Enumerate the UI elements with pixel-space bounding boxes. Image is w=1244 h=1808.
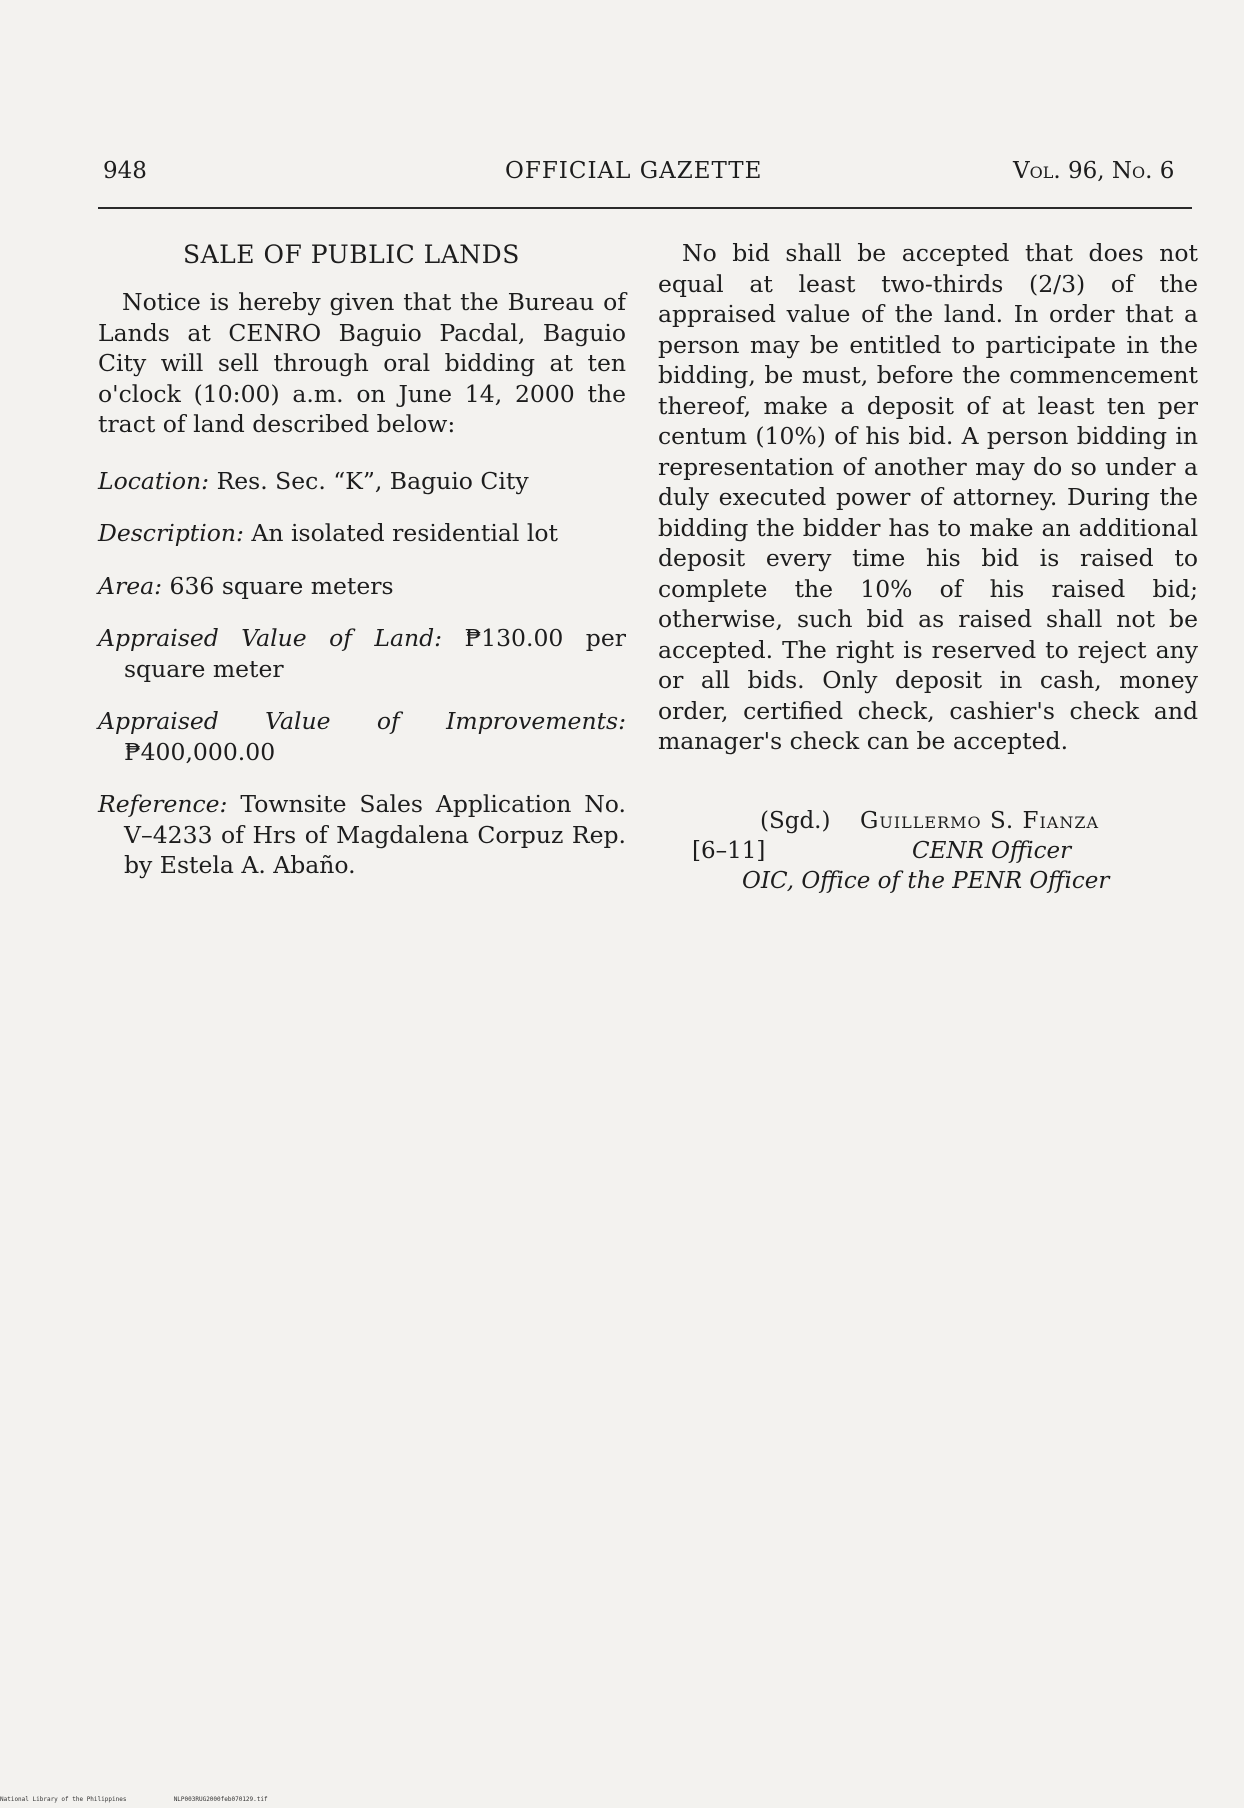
signatory-office: OIC, Office of the PENR Officer [742,868,1110,894]
signatory-name: Guillermo S. Fianza [860,808,1100,834]
land-value-value: ₱130.00 per square meter [124,624,626,683]
issue-reference: [6–11] [692,838,766,864]
improvements-entry [98,706,626,767]
location-value: Res. Sec. “K”, Baguio City [216,466,529,495]
description-value: An isolated residential lot [251,519,558,547]
area-label: Area: [98,571,163,600]
location-label: Location: [98,466,210,495]
notice-left-column [98,287,626,881]
signature-sgd: (Sgd.) [760,808,831,834]
notice-right-column [658,238,1198,757]
notice-title: SALE OF PUBLIC LANDS [183,240,520,269]
header-rule [98,207,1192,209]
improvements-value: ₱400,000.00 [124,737,276,766]
scan-footer [0,1796,268,1803]
volume-issue: Vol. 96, No. 6 [1013,158,1175,184]
improvements-label: Appraised Value of Improvements: [98,707,626,735]
library-credit: National Library of the Philippines [0,1796,127,1803]
scan-file-id: NLP003RUG2000feb070129.tif [173,1796,268,1803]
location-entry [98,466,626,497]
land-value-entry [98,623,626,684]
reference-label: Reference: [98,790,228,818]
area-entry [98,571,626,602]
land-value-label: Appraised Value of Land: [98,624,443,652]
description-label: Description: [98,519,244,547]
signatory-position: CENR Officer [912,838,1072,864]
page-number: 948 [103,158,147,184]
description-entry [98,518,626,549]
reference-value: Townsite Sales Application No. V–4233 of Hrs of Magdalena Corpuz Rep. by Estela A. Abaño. [124,790,626,879]
notice-intro: Notice is hereby given that the Bureau of Lands at CENRO Baguio Pacdal, Baguio City will sell through oral bidding at ten o'clock (10:00) a.m. on June 14, 2000 the tract of land described below: [98,288,626,438]
publication-title: OFFICIAL GAZETTE [505,158,763,184]
bidding-conditions: No bid shall be accepted that does not equal at least two-thirds (2/3) of the appraised value of the land. In order that a person may be entitled to participate in the bidding, be must, before the commencement thereof, make a deposit of at least ten per centum (10%) of his bid. A person bidding in representation of another may do so under a duly executed power of attorney. During the bidding the bidder has to make an additional deposit every time his bid is raised to complete the 10% of his raised bid; otherwise, such bid as raised shall not be accepted. The right is reserved to reject any or all bids. Only deposit in cash, money order, certified check, cashier's check and manager's check can be accepted. [658,239,1198,755]
area-value: 636 square meters [169,571,394,600]
reference-entry [98,789,626,881]
